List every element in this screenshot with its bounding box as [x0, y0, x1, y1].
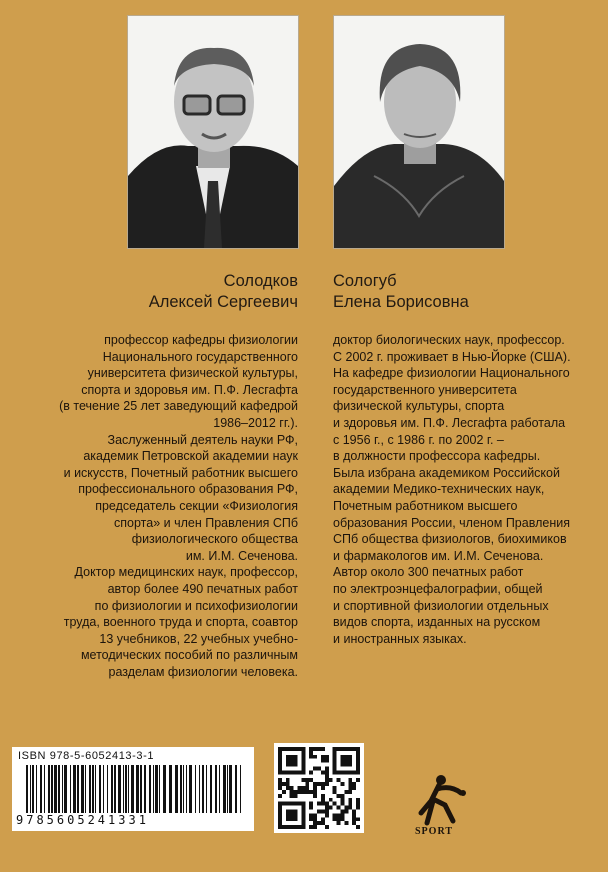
author-given-names: Елена Борисовна: [333, 293, 469, 311]
author-given-names: Алексей Сергеевич: [148, 293, 298, 311]
isbn-digits: 9785605241331: [16, 813, 149, 827]
portrait-man-image: [128, 16, 298, 248]
author-photo-sologub: [333, 15, 505, 249]
author-surname: Солодков: [223, 272, 298, 290]
author-photo-solodkov: [127, 15, 299, 249]
author-bio-left: профессор кафедры физиологии Национального государственного университета физической культуры, спорта и здоровья им. П.Ф. Лесгафта (в течение 25 лет заведующий кафедрой 1986–2012 гг.). Заслуженный деятель науки РФ, академик Петровской академии наук и искусств, Почетный работник высшего профессионального образования РФ, председатель секции «Физиология спорта» и член Правления СПб физиологического общества им. И.М. Сеченова. Доктор медицинских наук, профессор, автор более 490 печатных работ по физиологии и психофизиологии труда, военного труда и спорта, соавтор 13 учебников, 22 учебных учебно- методических пособий по различным разделам физиологии человека.: [59, 333, 298, 679]
author-surname: Сологуб: [333, 272, 397, 290]
portrait-woman-image: [334, 16, 504, 248]
publisher-logo-text: SPORT: [415, 826, 453, 837]
qr-code-icon: [278, 747, 360, 829]
publisher-logo: [411, 771, 471, 846]
author-name-left: [149, 271, 298, 313]
barcode-bars-icon: [26, 765, 246, 813]
qr-code: [274, 743, 364, 833]
isbn-label: ISBN 978-5-6052413-3-1: [18, 750, 155, 762]
discus-thrower-icon: [411, 771, 471, 829]
author-bio-right: доктор биологических наук, профессор. С 2002 г. проживает в Нью-Йорке (США). На кафедре физиологии Национального государственного университета физической культуры, спорта и здоровья им. П.Ф. Лесгафта работала с 1956 г., с 1986 г. по 2002 г. – в должности профессора кафедры. Была избрана академиком Российской академии Медико-технических наук, Почетным работником высшего образования России, членом Правления СПб общества физиологов, биохимиков и фармакологов им. И.М. Сеченова. Автор около 300 печатных работ по электроэнцефалографии, общей и спортивной физиологии отдельных видов спорта, изданных на русском и иностранных языках.: [333, 333, 571, 646]
isbn-barcode: [12, 747, 254, 831]
author-name-right: [333, 271, 469, 313]
